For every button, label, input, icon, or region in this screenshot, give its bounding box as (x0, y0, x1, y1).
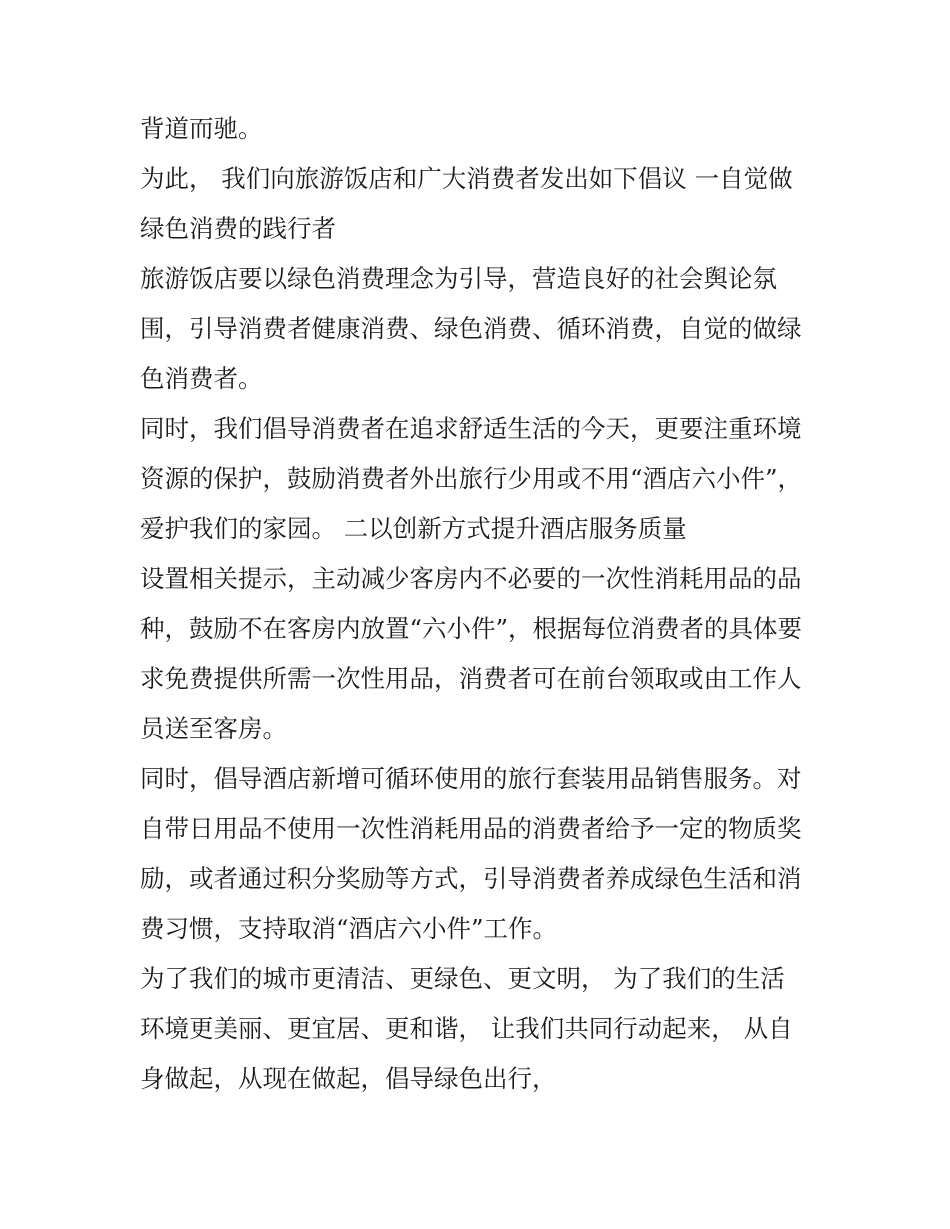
text-line: 同时，我们倡导消费者在追求舒适生活的今天，更要注重环境 (140, 414, 802, 443)
text-line: 围，引导消费者健康消费、绿色消费、循环消费，自觉的做绿 (140, 314, 802, 343)
text-line: 绿色消费的践行者 (140, 214, 336, 243)
text-line: 环境更美丽、更宜居、更和谐， 让我们共同行动起来， 从自 (140, 1014, 793, 1043)
text-line: 身做起，从现在做起，倡导绿色出行， (140, 1064, 557, 1093)
text-line: 费习惯，支持取消“酒店六小件”工作。 (140, 914, 558, 943)
text-line: 背道而驰。 (140, 114, 263, 143)
text-line: 励，或者通过积分奖励等方式，引导消费者养成绿色生活和消 (140, 864, 802, 893)
text-line: 色消费者。 (140, 364, 263, 393)
text-line: 为了我们的城市更清洁、更绿色、更文明， 为了我们的生活 (140, 964, 785, 993)
document-body (140, 104, 820, 1104)
text-line: 旅游饭店要以绿色消费理念为引导，营造良好的社会舆论氛 (140, 264, 777, 293)
text-line: 员送至客房。 (140, 714, 287, 743)
text-line: 自带日用品不使用一次性消耗用品的消费者给予一定的物质奖 (140, 814, 802, 843)
text-line: 为此， 我们向旅游饭店和广大消费者发出如下倡议 一自觉做 (140, 164, 793, 193)
text-line: 求免费提供所需一次性用品，消费者可在前台领取或由工作人 (140, 664, 802, 693)
text-line: 设置相关提示，主动减少客房内不必要的一次性消耗用品的品 (140, 564, 802, 593)
text-line: 同时，倡导酒店新增可循环使用的旅行套装用品销售服务。对 (140, 764, 802, 793)
text-line: 爱护我们的家园。 二以创新方式提升酒店服务质量 (140, 514, 687, 543)
text-line: 种，鼓励不在客房内放置“六小件”，根据每位消费者的具体要 (140, 614, 803, 643)
text-line: 资源的保护，鼓励消费者外出旅行少用或不用“酒店六小件”， (140, 464, 803, 493)
